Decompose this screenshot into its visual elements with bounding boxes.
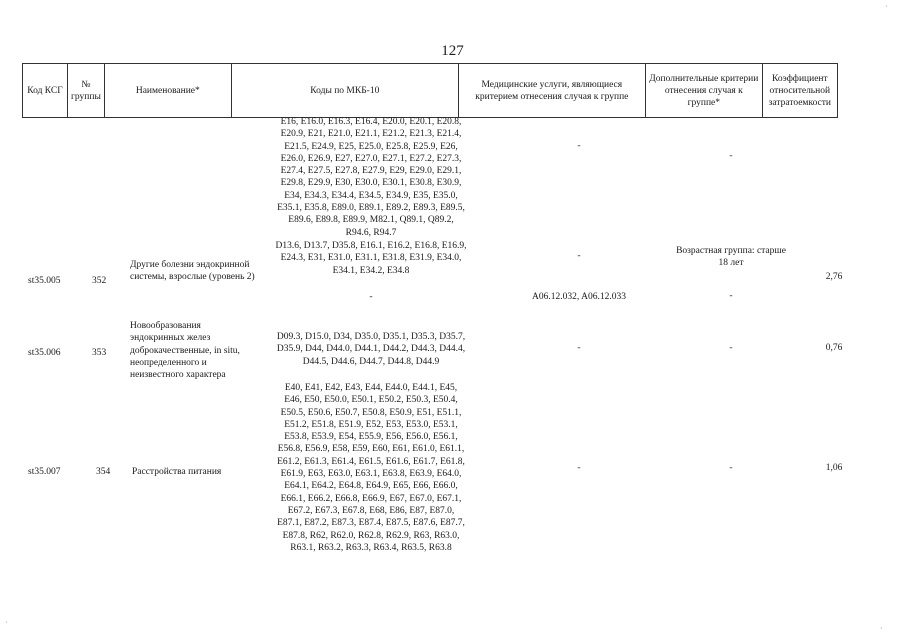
code-line: E20.9, E21, E21.0, E21.1, E21.2, E21.3, E21.4, <box>280 129 462 140</box>
code-line: R94.6, R94.7 <box>345 227 397 238</box>
row-coef: 2,76 <box>825 272 843 282</box>
code-line: D09.3, D15.0, D34, D35.0, D35.1, D35.3, D35.7, <box>276 332 466 342</box>
code-line: E35.1, E35.8, E89.0, E89.1, E89.2, E89.3, E89.5, <box>277 203 465 214</box>
row-services-block1: - <box>577 141 581 151</box>
code-line: E87.1, E87.2, E87.3, E87.4, E87.5, E87.6, E87.7, <box>277 518 465 529</box>
row-name: Новообразования эндокринных желез доброкачественные, in situ, неопределенного и неизвестного характера <box>130 321 240 381</box>
row-codes-block2 <box>258 240 484 277</box>
header-mkb-codes: Коды по МКБ-10 <box>231 64 458 118</box>
code-line: D35.9, D44, D44.0, D44.1, D44.2, D44.3, D44.4, <box>276 344 466 355</box>
row-services-block3: A06.12.032, A06.12.033 <box>532 292 626 302</box>
code-line: E24.3, E31, E31.0, E31.1, E31.8, E31.9, E34.0, <box>280 253 462 264</box>
row-codes-block3: - <box>369 292 373 302</box>
code-line: E87.8, R62, R62.0, R62.8, R62.9, R63, R63.0, <box>282 530 460 541</box>
header-ksg-code: Код КСГ <box>23 64 68 118</box>
row-criteria: - <box>729 343 733 353</box>
header-group-no: № группы <box>68 64 105 118</box>
code-line: E50.5, E50.6, E50.7, E50.8, E50.9, E51, E51.1, <box>280 407 462 418</box>
row-ksg-code: st35.006 <box>28 348 61 358</box>
code-line: E53.8, E53.9, E54, E55.9, E56, E56.0, E56.1, <box>284 432 458 443</box>
row-group-no: 353 <box>92 348 107 358</box>
row-services: - <box>577 463 581 473</box>
code-line: E34, E34.3, E34.4, E34.5, E34.9, E35, E35.0, <box>284 190 458 201</box>
row-codes <box>258 382 484 554</box>
row-name: Другие болезни эндокринной системы, взрослые (уровень 2) <box>130 260 255 283</box>
row-group-no: 354 <box>96 467 111 477</box>
row-coef: 1,06 <box>825 463 843 473</box>
code-line: E16, E16.0, E16.3, E16.4, E20.0, E20.1, E20.8, <box>280 117 462 127</box>
code-line: E40, E41, E42, E43, E44, E44.0, E44.1, E45, <box>284 383 458 393</box>
row-coef: 0,76 <box>825 343 843 353</box>
scan-speck: · <box>5 618 8 627</box>
code-line: E89.6, E89.8, E89.9, M82.1, Q89.1, Q89.2, <box>288 215 454 226</box>
row-criteria-block3: - <box>729 291 733 301</box>
row-services: - <box>577 343 581 353</box>
header-extra-criteria: Дополнительные критерии отнесения случая к группе* <box>645 64 762 118</box>
header-med-services: Медицинские услуги, являющиеся критерием отнесения случая к группе <box>458 64 645 118</box>
row-ksg-code: st35.005 <box>28 276 61 286</box>
page-number: 127 <box>441 43 464 59</box>
code-line: E29.8, E29.9, E30, E30.0, E30.1, E30.8, E30.9, <box>280 178 462 189</box>
row-criteria: - <box>729 463 733 473</box>
header-name: Наименование* <box>104 64 231 118</box>
code-line: E66.1, E66.2, E66.8, E66.9, E67, E67.0, E67.1, <box>280 493 462 504</box>
row-criteria-block2: Возрастная группа: старше 18 лет <box>676 246 786 269</box>
row-name: Расстройства питания <box>132 467 222 477</box>
row-ksg-code: st35.007 <box>28 467 61 477</box>
code-line: D44.5, D44.6, D44.7, D44.8, D44.9 <box>302 356 440 367</box>
code-line: E56.8, E56.9, E58, E59, E60, E61, E61.0, E61.1, <box>277 444 465 455</box>
code-line: D13.6, D13.7, D35.8, E16.1, E16.2, E16.8, E16.9, <box>275 241 467 251</box>
code-line: E34.1, E34.2, E34.8 <box>332 265 410 276</box>
row-codes <box>258 331 484 368</box>
code-line: E46, E50, E50.0, E50.1, E50.2, E50.3, E50.4, <box>284 395 458 406</box>
code-line: E51.2, E51.8, E51.9, E52, E53, E53.0, E53.1, <box>284 419 458 430</box>
row-group-no: 352 <box>92 276 107 286</box>
code-line: R63.1, R63.2, R63.3, R63.4, R63.5, R63.8 <box>290 542 452 553</box>
code-line: E61.2, E61.3, E61.4, E61.5, E61.6, E61.7, E61.8, <box>277 456 465 467</box>
header-coef: Коэффициент относительной затратоемкости <box>762 64 837 118</box>
row-codes-block1 <box>258 116 484 239</box>
scan-speck: · <box>885 2 888 11</box>
code-line: E27.4, E27.5, E27.8, E27.9, E29, E29.0, E29.1, <box>280 166 462 177</box>
row-criteria-block1: - <box>729 151 733 161</box>
scan-speck: · <box>880 624 883 633</box>
code-line: E61.9, E63, E63.0, E63.1, E63.8, E63.9, E64.0, <box>280 469 462 480</box>
code-line: E67.2, E67.3, E67.8, E68, E86, E87, E87.0, <box>287 505 455 516</box>
table-header <box>22 63 838 118</box>
code-line: E26.0, E26.9, E27, E27.0, E27.1, E27.2, E27.3, <box>280 153 462 164</box>
code-line: E21.5, E24.9, E25, E25.0, E25.8, E25.9, E26, <box>284 141 458 152</box>
code-line: E64.1, E64.2, E64.8, E64.9, E65, E66, E66.0, <box>284 481 458 492</box>
row-services-block2: - <box>577 251 581 261</box>
